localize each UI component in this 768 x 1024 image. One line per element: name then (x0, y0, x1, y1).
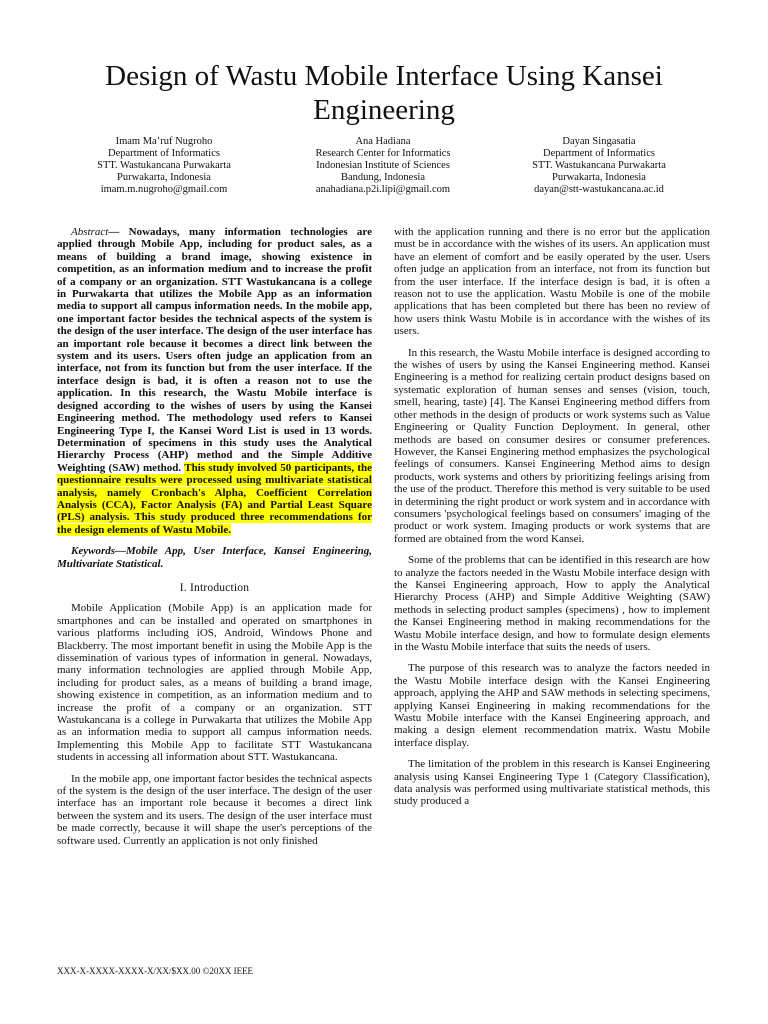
intro-paragraph: Mobile Application (Mobile App) is an application made for smartphones and can be installed and operated on smartphones in various platforms including iOS, Android, Windows Phone and Blackberry. The most important benefit in using the Mobile App is the dissemination of various types of information in general. Nowadays, many information technologies are applied through Mobile App, including for product sales, as a means of building a brand image, showing existence in competition, as an information medium and to increase the profit of a company or an organization. STT Wastukancana is a college in Purwakarta that utilizes the Mobile App as an information media to support all campus information needs. Implementing this Mobile App to facilitate STT Wastukancana students in accessing all information about STT. Wastukancana. (57, 602, 372, 764)
keywords-text: —Mobile App, User Interface, Kansei Engineering, Multivariate Statistical. (57, 545, 372, 570)
keywords-label: Keywords (71, 545, 115, 558)
author-3 (479, 136, 719, 196)
abstract-highlighted-text: This study involved 50 participants, the questionnaire results were processed using multivariate statistical analysis, namely Cronbach's Alpha, Coefficient Correlation Analysis (CCA), Factor Analysis (FA) and Partial Least Square (PLS) analysis. This study produced three recommendations for the design elements of Wastu Mobile. (57, 461, 373, 536)
author-institution: STT. Wastukancana Purwakarta (532, 160, 666, 171)
body-paragraph: The limitation of the problem in this research is Kansei Engineering analysis using Kansei Engineering Type 1 (Category Classification), data analysis was performed using multivariate statistical methods, this study produced a (394, 758, 710, 808)
author-email: imam.m.nugroho@gmail.com (100, 184, 228, 195)
author-block (0, 136, 768, 206)
author-institution: STT. Wastukancana Purwakarta (97, 160, 231, 171)
abstract-text: Nowadays, many information technologies are applied through Mobile App, including for product sales, as a means of building a brand image, showing existence in competition, as an information medium and to increase the profit of a company or an organization. STT Wastukancana is a college in Purwakarta that utilizes the Mobile App as an information media to support all campus information needs. In the mobile app, one important factor besides the technical aspects of the system is the design of the user interface. The design of the user interface has an important role because it becomes a direct link between the system and its users. Users often judge an application from an interface, not from its function but from the user interface. If the interface design is bad, it is often a reason not to use the application. In this research, the Wastu Mobile interface is designed according to the wishes of users by using the Kansei Engineering method. The methodology used refers to Kansei Engineering Type I, the Kansei Word List is used in 13 words. Determination of specimens in this study uses the Analytical Hierarchy Process (AHP) method and the Simple Additive Weighting (SAW) method. (57, 226, 373, 474)
author-department: Department of Informatics (543, 148, 655, 159)
copyright-footer: XXX-X-XXXX-XXXX-X/XX/$XX.00 ©20XX IEEE (57, 966, 254, 976)
author-email: anahadiana.p2i.lipi@gmail.com (315, 184, 451, 195)
body-paragraph: Some of the problems that can be identified in this research are how to analyze the factors needed in the Wastu Mobile interface design with the Kansei Engineering approach, How to apply the Analytical Hierarchy Process (AHP) and Simple Additive Weighting (SAW) methods in selecting product samples (specimens) , how to implement the Kansei Engineering method in making recommendations for the Wastu Mobile interface design, and how to formulate design elements in the Wastu Mobile interface that suits the needs of users. (394, 554, 710, 653)
section-heading-introduction: I. Introduction (179, 581, 250, 594)
abstract-dash: — (108, 226, 129, 238)
author-name: Dayan Singasatia (562, 136, 636, 147)
right-column (394, 226, 710, 817)
body-paragraph: with the application running and there is no error but the application must be in accordance with the wishes of its users. An application must have an element of comfort and be easily operated by the user. Users often judge an application from an interface, not from its function but from the user interface. If the interface design is bad, it is often a reason not to use the application. Wastu Mobile is one of the mobile applications that has been completed but there has been no review of how users think Wastu Mobile is in accordance with the wishes of its users. (394, 226, 710, 338)
author-email: dayan@stt-wastukancana.ac.id (534, 184, 664, 195)
author-2 (263, 136, 503, 196)
abstract-label: Abstract (71, 226, 109, 238)
author-name: Ana Hadiana (355, 136, 411, 147)
intro-paragraph: In the mobile app, one important factor besides the technical aspects of the system is the design of the user interface. The design of the user interface has an important role because it becomes a direct link between the system and its users. The design of the user interface must be made correctly, because it will shape the user's perceptions of the software used. Currently an application is not only finished (57, 772, 372, 847)
body-paragraph: In this research, the Wastu Mobile interface is designed according to the wishes of users by using the Kansei Engineering method. Kansei Engineering is a method for realizing certain product designs based on systematic exploration of human senses and senses (vision, touch, smell, hearing, taste) [4]. The Kansei Engineering method differs from other methods in the design of products or work systems such as Value Engineering or Quality Function Deployment. In general, other methods are based on consumer desires or consumer preferences. However, the Kansei Enginering method emphasizes the psychological feelings of consumers. Kansei Engineering Method aims to design products, work systems and others by prioritizing feelings arising from the use of the product. Therefore this method is very suitable to be used in determining the right product or work system and in accordance with consumers 'psychological feelings based on consumers' imaging of the product or work system. Imaging products or work systems that are formed are obtained from the word Kansei. (394, 346, 710, 545)
keywords (57, 545, 372, 570)
author-name: Imam Ma’ruf Nugroho (115, 136, 213, 147)
author-location: Bandung, Indonesia (341, 172, 425, 183)
author-location: Purwakarta, Indonesia (552, 172, 646, 183)
author-1 (44, 136, 284, 196)
paper-title: Design of Wastu Mobile Interface Using Kansei Engineering (105, 60, 663, 127)
author-department: Research Center for Informatics (315, 148, 451, 159)
abstract (57, 226, 372, 536)
author-department: Department of Informatics (108, 148, 220, 159)
body-paragraph: The purpose of this research was to analyze the factors needed in the Wastu Mobile interface design with the Kansei Engineering approach, applying the AHP and SAW methods in selecting specimens, applying Kansei Engineering in making recommendations for the Wastu Mobile interface with the Kansei Engineering approach, and making a design element recommendation matrix. Wastu Mobile interface display. (394, 662, 710, 749)
left-column (57, 226, 372, 856)
author-institution: Indonesian Institute of Sciences (316, 160, 450, 171)
author-location: Purwakarta, Indonesia (117, 172, 211, 183)
